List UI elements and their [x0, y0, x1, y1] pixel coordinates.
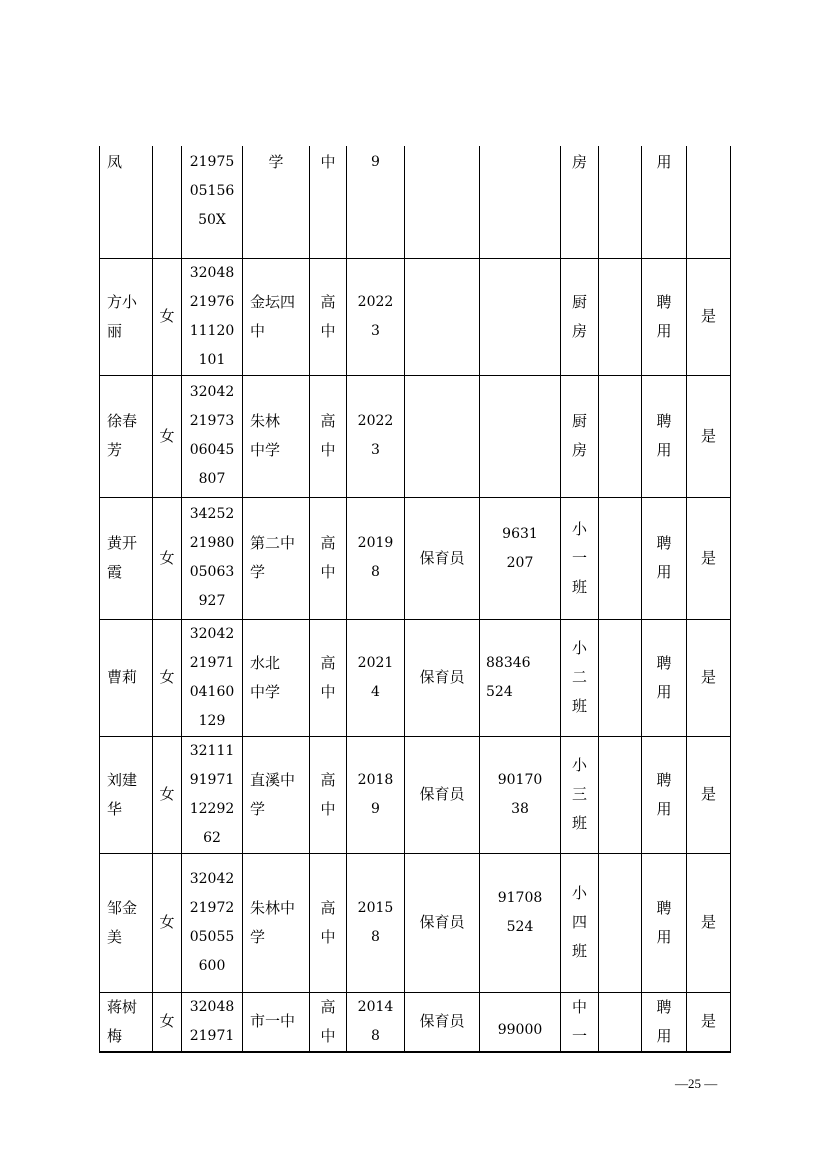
- blank-cell: [599, 853, 642, 992]
- gender-cell: 女: [153, 258, 182, 375]
- name-cell: 刘建 华: [100, 736, 153, 853]
- school-cell: 金坛四 中: [243, 258, 310, 375]
- phone-cell: [480, 375, 561, 497]
- id-number-cell: 32048 21976 11120 101: [182, 258, 243, 375]
- id-number-cell: 32042 21972 05055 600: [182, 853, 243, 992]
- name-cell: 邹金 美: [100, 853, 153, 992]
- id-number-cell: 21975 05156 50X: [182, 146, 243, 258]
- phone-cell: 88346 524: [480, 619, 561, 736]
- blank-cell: [599, 992, 642, 1052]
- start-date-cell: 9: [347, 146, 405, 258]
- start-date-cell: 2018 9: [347, 736, 405, 853]
- table-row: [100, 736, 731, 853]
- phone-cell: 9631 207: [480, 497, 561, 619]
- id-number-cell: 32042 21973 06045 807: [182, 375, 243, 497]
- flag-cell: 是: [687, 736, 731, 853]
- education-cell: 高 中: [310, 736, 347, 853]
- education-cell: 高 中: [310, 258, 347, 375]
- gender-cell: [153, 146, 182, 258]
- name-cell: 黄开 霞: [100, 497, 153, 619]
- start-date-cell: 2014 8: [347, 992, 405, 1052]
- job-cell: 保育员: [405, 736, 480, 853]
- start-date-cell: 2015 8: [347, 853, 405, 992]
- table-row: [100, 853, 731, 992]
- table-row: [100, 619, 731, 736]
- education-cell: 中: [310, 146, 347, 258]
- table-row: [100, 375, 731, 497]
- phone-cell: 91708 524: [480, 853, 561, 992]
- assignment-cell: 厨 房: [561, 375, 599, 497]
- flag-cell: 是: [687, 258, 731, 375]
- assignment-cell: 小 四 班: [561, 853, 599, 992]
- flag-cell: 是: [687, 853, 731, 992]
- gender-cell: 女: [153, 497, 182, 619]
- job-cell: [405, 146, 480, 258]
- blank-cell: [599, 497, 642, 619]
- phone-cell: 90170 38: [480, 736, 561, 853]
- id-number-cell: 32111 91971 12292 62: [182, 736, 243, 853]
- name-cell: 凤: [100, 146, 153, 258]
- assignment-cell: 小 三 班: [561, 736, 599, 853]
- school-cell: 市一中: [243, 992, 310, 1052]
- employment-type-cell: 聘 用: [642, 497, 687, 619]
- start-date-cell: 2022 3: [347, 375, 405, 497]
- assignment-cell: 中 一: [561, 992, 599, 1052]
- phone-cell: 99000: [480, 992, 561, 1052]
- table-row: [100, 497, 731, 619]
- blank-cell: [599, 375, 642, 497]
- flag-cell: [687, 146, 731, 258]
- assignment-cell: 小 二 班: [561, 619, 599, 736]
- phone-cell: [480, 146, 561, 258]
- employment-type-cell: 聘 用: [642, 736, 687, 853]
- employment-type-cell: 聘 用: [642, 992, 687, 1052]
- job-cell: 保育员: [405, 619, 480, 736]
- school-cell: 水北 中学: [243, 619, 310, 736]
- job-cell: [405, 375, 480, 497]
- gender-cell: 女: [153, 619, 182, 736]
- school-cell: 朱林中 学: [243, 853, 310, 992]
- blank-cell: [599, 146, 642, 258]
- education-cell: 高 中: [310, 619, 347, 736]
- employment-type-cell: 聘 用: [642, 619, 687, 736]
- staff-table: [99, 146, 731, 1053]
- flag-cell: 是: [687, 619, 731, 736]
- education-cell: 高 中: [310, 497, 347, 619]
- job-cell: 保育员: [405, 853, 480, 992]
- flag-cell: 是: [687, 992, 731, 1052]
- school-cell: 学: [243, 146, 310, 258]
- school-cell: 直溪中 学: [243, 736, 310, 853]
- start-date-cell: 2021 4: [347, 619, 405, 736]
- employment-type-cell: 聘 用: [642, 853, 687, 992]
- gender-cell: 女: [153, 853, 182, 992]
- table-row: [100, 258, 731, 375]
- job-cell: 保育员: [405, 497, 480, 619]
- employment-type-cell: 聘 用: [642, 258, 687, 375]
- flag-cell: 是: [687, 375, 731, 497]
- gender-cell: 女: [153, 992, 182, 1052]
- gender-cell: 女: [153, 375, 182, 497]
- start-date-cell: 2022 3: [347, 258, 405, 375]
- table-row: [100, 992, 731, 1052]
- name-cell: 曹莉: [100, 619, 153, 736]
- education-cell: 高 中: [310, 853, 347, 992]
- name-cell: 徐春 芳: [100, 375, 153, 497]
- blank-cell: [599, 736, 642, 853]
- job-cell: 保育员: [405, 992, 480, 1052]
- gender-cell: 女: [153, 736, 182, 853]
- employment-type-cell: 用: [642, 146, 687, 258]
- start-date-cell: 2019 8: [347, 497, 405, 619]
- school-cell: 第二中 学: [243, 497, 310, 619]
- assignment-cell: 厨 房: [561, 258, 599, 375]
- table-row: [100, 146, 731, 258]
- employment-type-cell: 聘 用: [642, 375, 687, 497]
- school-cell: 朱林 中学: [243, 375, 310, 497]
- id-number-cell: 34252 21980 05063 927: [182, 497, 243, 619]
- name-cell: 方小 丽: [100, 258, 153, 375]
- education-cell: 高 中: [310, 992, 347, 1052]
- id-number-cell: 32048 21971: [182, 992, 243, 1052]
- education-cell: 高 中: [310, 375, 347, 497]
- blank-cell: [599, 258, 642, 375]
- assignment-cell: 房: [561, 146, 599, 258]
- job-cell: [405, 258, 480, 375]
- page-number: —25 —: [675, 1076, 718, 1091]
- phone-cell: [480, 258, 561, 375]
- name-cell: 蒋树 梅: [100, 992, 153, 1052]
- id-number-cell: 32042 21971 04160 129: [182, 619, 243, 736]
- blank-cell: [599, 619, 642, 736]
- assignment-cell: 小 一 班: [561, 497, 599, 619]
- flag-cell: 是: [687, 497, 731, 619]
